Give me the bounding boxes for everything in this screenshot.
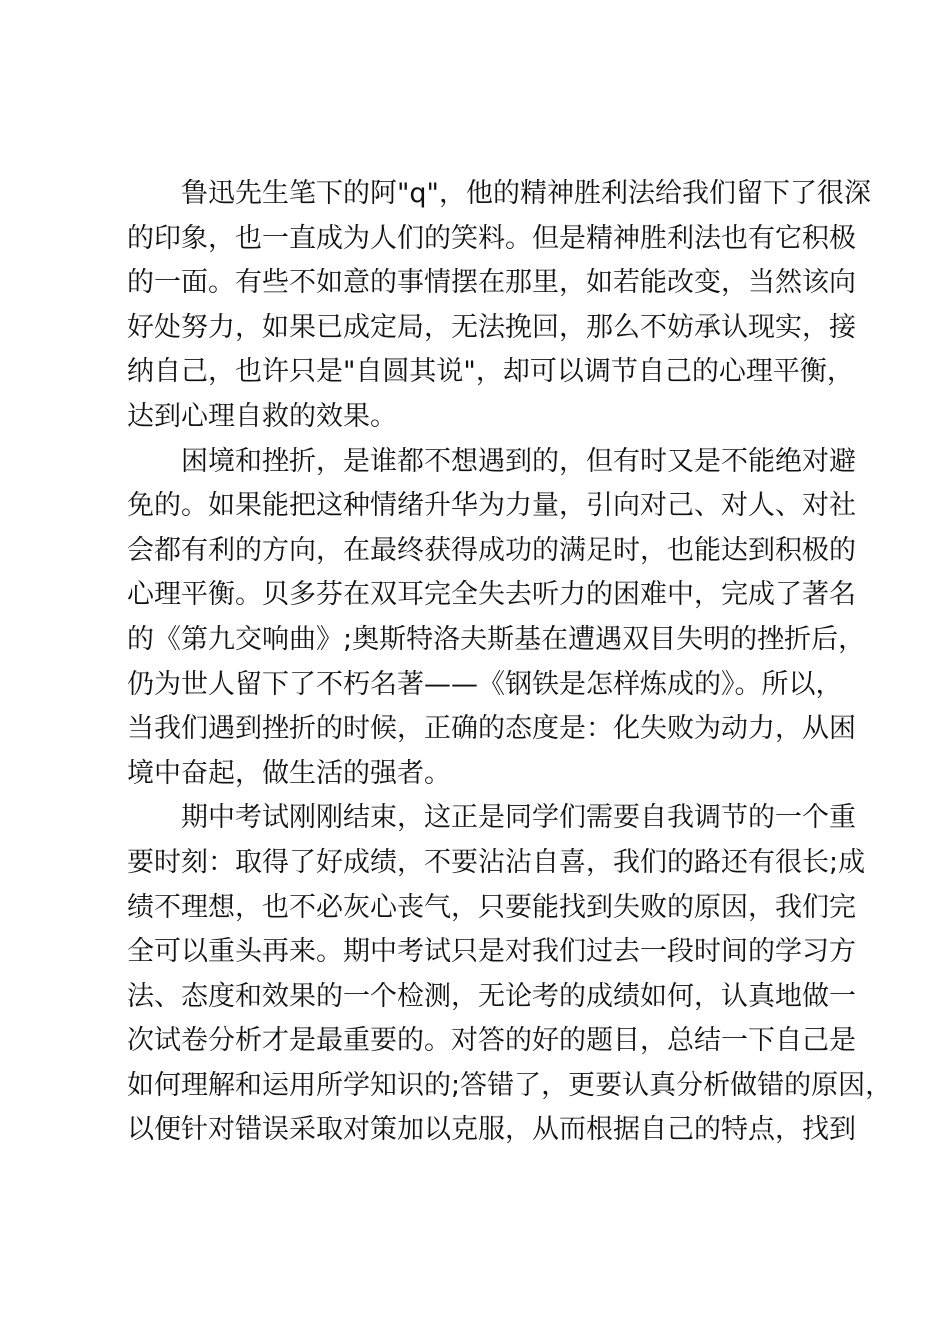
paragraph-line: 困境和挫折，是谁都不想遇到的，但有时又是不能绝对避: [181, 445, 856, 477]
paragraph-1: [127, 172, 871, 440]
paragraph-line: 次试卷分析才是最重要的。对答的好的题目，总结一下自己是: [127, 1025, 856, 1057]
paragraph-line: 境中奋起，做生活的强者。: [127, 757, 451, 789]
paragraph-line: 的一面。有些不如意的事情摆在那里，如若能改变，当然该向: [127, 267, 856, 299]
paragraph-line: 免的。如果能把这种情绪升华为力量，引向对己、对人、对社: [127, 490, 856, 522]
document-body: [127, 172, 893, 1153]
paragraph-line: 当我们遇到挫折的时候，正确的态度是：化失败为动力，从困: [127, 713, 856, 745]
paragraph-line: 绩不理想，也不必灰心丧气，只要能找到失败的原因，我们完: [127, 891, 856, 923]
paragraph-line: 的印象，也一直成为人们的笑料。但是精神胜利法也有它积极: [127, 222, 856, 254]
paragraph-line: 如何理解和运用所学知识的;答错了，更要认真分析做错的原因，: [127, 1069, 893, 1101]
paragraph-2: [127, 440, 866, 797]
paragraph-line: 要时刻：取得了好成绩，不要沾沾自喜，我们的路还有很长;成: [127, 846, 866, 878]
paragraph-line: 法、态度和效果的一个检测，无论考的成绩如何，认真地做一: [127, 980, 856, 1012]
paragraph-line: 纳自己，也许只是"自圆其说"，却可以调节自己的心理平衡，: [127, 356, 854, 388]
paragraph-line: 心理平衡。贝多芬在双耳完全失去听力的困难中，完成了著名: [127, 579, 856, 611]
paragraph-line: 期中考试刚刚结束，这正是同学们需要自我调节的一个重: [181, 802, 856, 834]
paragraph-line: 全可以重头再来。期中考试只是对我们过去一段时间的学习方: [127, 936, 856, 968]
paragraph-line: 好处努力，如果已成定局，无法挽回，那么不妨承认现实，接: [127, 311, 856, 343]
paragraph-line: 鲁迅先生笔下的阿"q"，他的精神胜利法给我们留下了很深: [181, 178, 871, 209]
paragraph-line: 达到心理自救的效果。: [127, 400, 397, 432]
paragraph-line: 会都有利的方向，在最终获得成功的满足时，也能达到积极的: [127, 534, 856, 566]
paragraph-line: 仍为世人留下了不朽名著——《钢铁是怎样炼成的》。所以，: [127, 668, 843, 700]
paragraph-line: 以便针对错误采取对策加以克服，从而根据自己的特点，找到: [127, 1114, 856, 1146]
paragraph-3: [127, 796, 893, 1153]
paragraph-line: 的《第九交响曲》;奥斯特洛夫斯基在遭遇双目失明的挫折后，: [127, 623, 866, 655]
